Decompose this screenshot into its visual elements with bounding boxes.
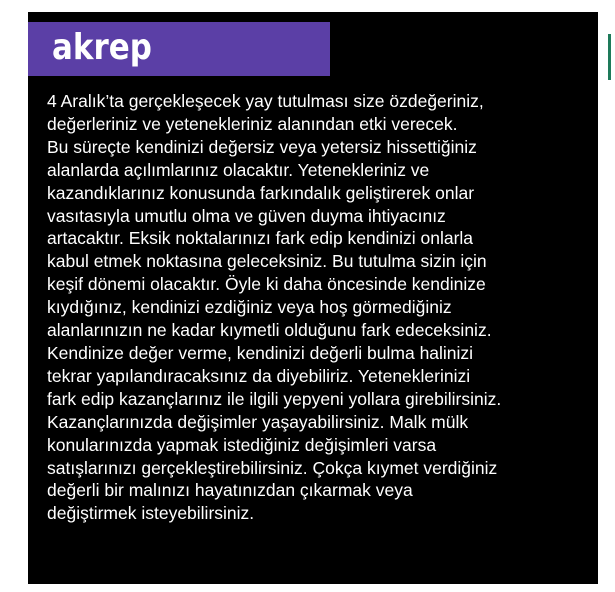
- text-line: kıydığınız, kendinizi ezdiğiniz veya hoş görmediğiniz: [47, 297, 452, 318]
- text-line: tekrar yapılandıracaksınız da diyebiliriz. Yeteneklerinizi: [47, 365, 471, 386]
- text-line: keşif dönemi olacaktır. Öyle ki daha öncesinde kendinize: [47, 274, 486, 295]
- sign-title: akrep: [52, 27, 152, 68]
- text-line: değiştirmek isteyebilirsiniz.: [47, 503, 255, 524]
- text-line: artacaktır. Eksik noktalarınızı fark edip kendinizi onlarla: [47, 228, 474, 249]
- horoscope-text: [47, 90, 592, 525]
- text-line: değerli bir malınızı hayatınızdan çıkarmak veya: [47, 480, 413, 501]
- text-line: kabul etmek noktasına geleceksiniz. Bu tutulma sizin için: [47, 251, 487, 272]
- text-line: konularınızda yapmak istediğiniz değişimleri varsa: [47, 434, 437, 455]
- text-line: alanlarınızın ne kadar kıymetli olduğunu fark edeceksiniz.: [47, 320, 492, 341]
- text-line: kazandıklarınız konusunda farkındalık geliştirerek onlar: [47, 182, 475, 203]
- text-line: 4 Aralık’ta gerçekleşecek yay tutulması size özdeğeriniz,: [47, 91, 484, 111]
- text-line: fark edip kazançlarınız ile ilgili yepyeni yollara girebilirsiniz.: [47, 388, 502, 409]
- text-line: vasıtasıyla umutlu olma ve güven duyma ihtiyacınız: [47, 205, 446, 226]
- text-line: Kendinize değer verme, kendinizi değerli bulma halinizi: [47, 342, 474, 363]
- text-line: Bu süreçte kendinizi değersiz veya yetersiz hissettiğiniz: [47, 136, 477, 157]
- edge-decoration: [608, 34, 611, 80]
- text-line: alanlarda açılımlarınız olacaktır. Yetenekleriniz ve: [47, 159, 430, 180]
- text-line: satışlarınızı gerçekleştirebilirsiniz. Çokça kıymet verdiğiniz: [47, 457, 498, 478]
- text-line: Kazançlarınızda değişimler yaşayabilirsiniz. Malk mülk: [47, 411, 469, 432]
- text-line: değerleriniz ve yetenekleriniz alanından etki verecek.: [47, 113, 458, 134]
